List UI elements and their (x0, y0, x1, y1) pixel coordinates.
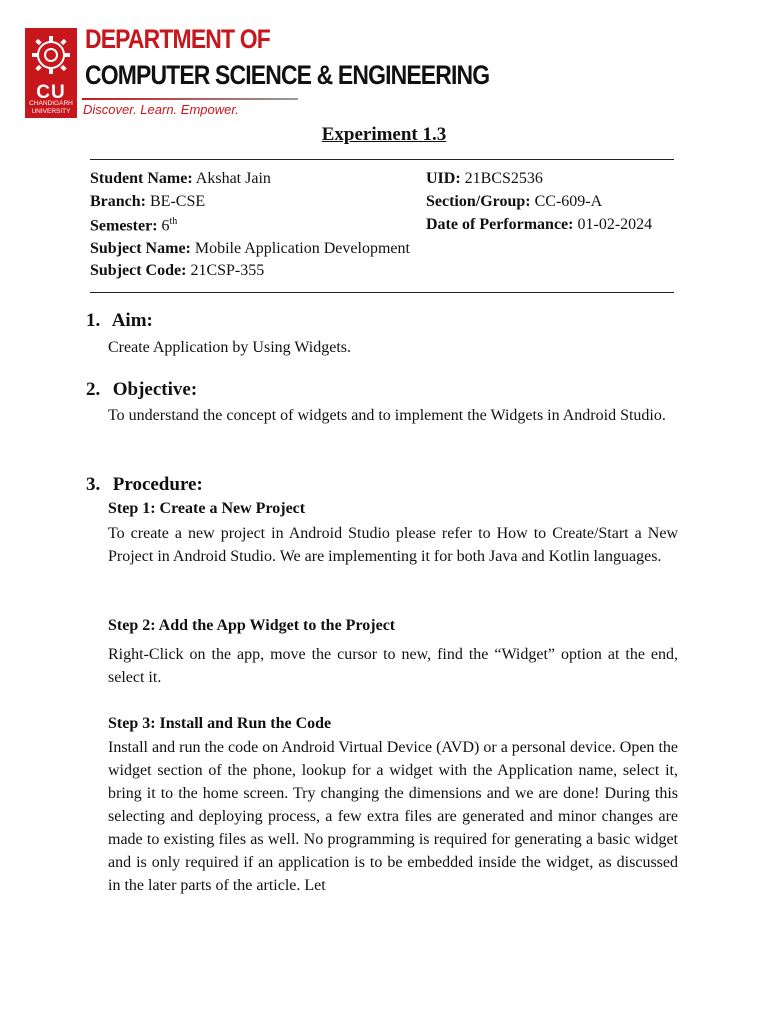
gear-emblem-icon (25, 28, 77, 82)
step-1-text: To create a new project in Android Studio please refer to How to Create/Start a New Project in Android Studio. We are implementing it for both Java and Kotlin languages. (108, 525, 678, 565)
step-3-text: Install and run the code on Android Virtual Device (AVD) or a personal device. Open the widget section of the phone, lookup for a widget with the Application name, select it, bring it to the home screen. Try changing the dimensions and we are done! During this selecting and deploying process, a few extra files are generated and minor changes are made to existing files as well. No programming is required for generating a basic widget and is only required if an application is to be embedded inside the widget, as discussed in the later parts of the article. Let (108, 739, 678, 894)
procedure-title: Procedure: (112, 474, 203, 495)
aim-text: Create Application by Using Widgets. (108, 339, 352, 356)
date-label: Date of Performance: (426, 216, 574, 233)
tagline: Discover. Learn. Empower. (83, 102, 239, 117)
university-logo (25, 28, 77, 118)
department-line-2: COMPUTER SCIENCE & ENGINEERING (85, 60, 490, 90)
subject-name-label: Subject Name: (90, 240, 191, 257)
step-2-text: Right-Click on the app, move the cursor to new, find the “Widget” option at the end, select it. (108, 646, 678, 686)
date-value: 01-02-2024 (577, 216, 653, 233)
procedure-number: 3. (86, 474, 101, 495)
date-row (426, 216, 652, 234)
section-row (426, 193, 602, 211)
branch-row (90, 193, 205, 211)
semester-label: Semester: (90, 217, 158, 235)
logo-text: CU (36, 82, 66, 103)
uid-row (426, 170, 543, 188)
objective-number: 2. (86, 379, 101, 400)
section-value: CC-609-A (534, 193, 603, 210)
section-label: Section/Group: (426, 193, 531, 210)
student-name-label: Student Name: (90, 170, 193, 187)
subject-code-row (90, 262, 264, 280)
subject-name-value: Mobile Application Development (194, 240, 410, 257)
student-name-row (90, 170, 271, 188)
logo-subtext: CHANDIGARH UNIVERSITY (29, 100, 73, 115)
semester-suffix: th (169, 216, 178, 227)
subject-name-row (90, 240, 410, 258)
branch-value: BE-CSE (150, 193, 206, 210)
semester-row (90, 216, 177, 235)
department-line-1: DEPARTMENT OF (85, 24, 270, 54)
subject-code-label: Subject Code: (90, 262, 187, 279)
top-divider (90, 159, 674, 160)
objective-text: To understand the concept of widgets and to implement the Widgets in Android Studio. (108, 407, 666, 424)
header-divider (82, 98, 298, 100)
aim-number: 1. (86, 310, 101, 331)
uid-label: UID: (426, 170, 461, 187)
experiment-title: Experiment 1.3 (321, 124, 447, 145)
aim-heading (86, 310, 153, 332)
step-3-title: Step 3: Install and Run the Code (108, 715, 332, 732)
branch-label: Branch: (90, 193, 146, 210)
step-1-title: Step 1: Create a New Project (108, 500, 306, 517)
aim-title: Aim: (111, 310, 153, 331)
subject-code-value: 21CSP-355 (190, 262, 265, 279)
step-2-title: Step 2: Add the App Widget to the Project (108, 617, 396, 634)
objective-title: Objective: (112, 379, 198, 400)
semester-value: 6 (161, 217, 170, 235)
uid-value: 21BCS2536 (464, 170, 543, 187)
bottom-divider (90, 292, 674, 293)
objective-heading (86, 379, 197, 401)
student-name-value: Akshat Jain (195, 170, 271, 187)
procedure-heading (86, 474, 203, 496)
